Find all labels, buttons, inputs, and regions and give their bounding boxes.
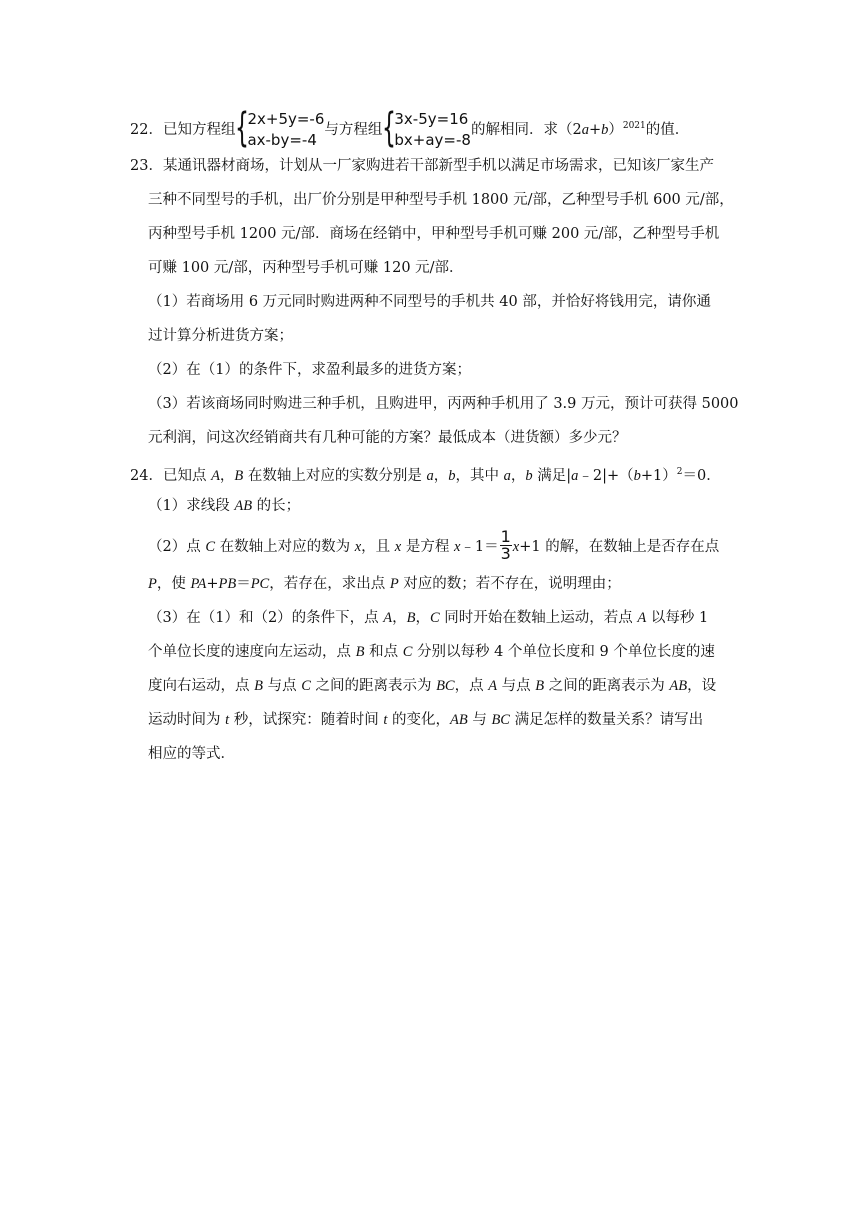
question-24-part-2: （2）点 C 在数轴上对应的数为 x，且 x 是方程 x﹣1＝ $\frac{1}{3}$ x+1 的解，在数轴上是否存在点 xyxy=(148,526,720,563)
question-23-line-2: 三种不同型号的手机，出厂价分别是甲种型号手机 1800 元/部，乙种型号手机 600 元/部， xyxy=(148,192,734,208)
question-number: 24． xyxy=(130,467,163,484)
question-23-line-3: 丙种型号手机 1200 元/部．商场在经销中，甲种型号手机可赚 200 元/部，乙种型号手机 xyxy=(148,226,720,242)
question-24-part-1: （1）求线段 AB 的长； xyxy=(148,498,301,514)
equation-system-1: { 2x+5y=-6 ax-by=-4 xyxy=(235,104,325,151)
question-23-line-1: 23．某通讯器材商场，计划从一厂家购进若干部新型手机以满足市场需求，已知该厂家生产 xyxy=(130,158,714,174)
question-24-part-3-line-5: 相应的等式． xyxy=(148,746,235,762)
question-24-line-1: 24．已知点 A，B 在数轴上对应的实数分别是 a，b，其中 a，b 满足$|a﹣2|+(b+1)^2=0$． xyxy=(130,467,721,484)
question-23-part-3: （3）若该商场同时购进三种手机，且购进甲，丙两种手机用了 3.9 万元，预计可获得 5000 xyxy=(148,396,739,412)
question-23-part-3-cont: 元利润，问这次经销商共有几种可能的方案？最低成本（进货额）多少元？ xyxy=(148,430,627,446)
question-22: 22．已知方程组 { 2x+5y=-6 ax-by=-4 与方程组 { 3x-5y=16 bx+ay=-8 的解相同．求$(2a+b)^{2021}$的值． xyxy=(130,104,690,151)
question-number: 23． xyxy=(130,158,163,174)
question-24-part-3-line-3: 度向右运动，点 B 与点 C 之间的距离表示为 BC，点 A 与点 B 之间的距离表示为 AB，设 xyxy=(148,678,717,694)
question-24-part-3-line-2: 个单位长度的速度向左运动，点 B 和点 C 分别以每秒 4 个单位长度和 9 个单位长度的速 xyxy=(148,644,715,660)
question-23-line-4: 可赚 100 元/部，丙种型号手机可赚 120 元/部． xyxy=(148,260,464,276)
question-23-part-1-cont: 过计算分析进货方案； xyxy=(148,328,293,344)
question-23-part-1: （1）若商场用 6 万元同时购进两种不同型号的手机共 40 部，并恰好将钱用完，请你通 xyxy=(148,294,711,310)
question-24-part-3-line-4: 运动时间为 t 秒，试探究：随着时间 t 的变化，AB 与 BC 满足怎样的数量关系？请写出 xyxy=(148,712,704,728)
question-23-part-2: （2）在（1）的条件下，求盈利最多的进货方案； xyxy=(148,362,471,378)
question-number: 22． xyxy=(130,121,163,138)
question-24-part-3: （3）在（1）和（2）的条件下，点 A，B，C 同时开始在数轴上运动，若点 A 以每秒 1 xyxy=(148,610,709,626)
question-24-part-2-cont: P，使 PA+PB＝PC，若存在，求出点 P 对应的数；若不存在，说明理由； xyxy=(148,576,621,592)
equation-system-2: { 3x-5y=16 bx+ay=-8 xyxy=(382,104,471,151)
fraction-one-third: $\frac{1}{3}$ xyxy=(500,526,511,563)
